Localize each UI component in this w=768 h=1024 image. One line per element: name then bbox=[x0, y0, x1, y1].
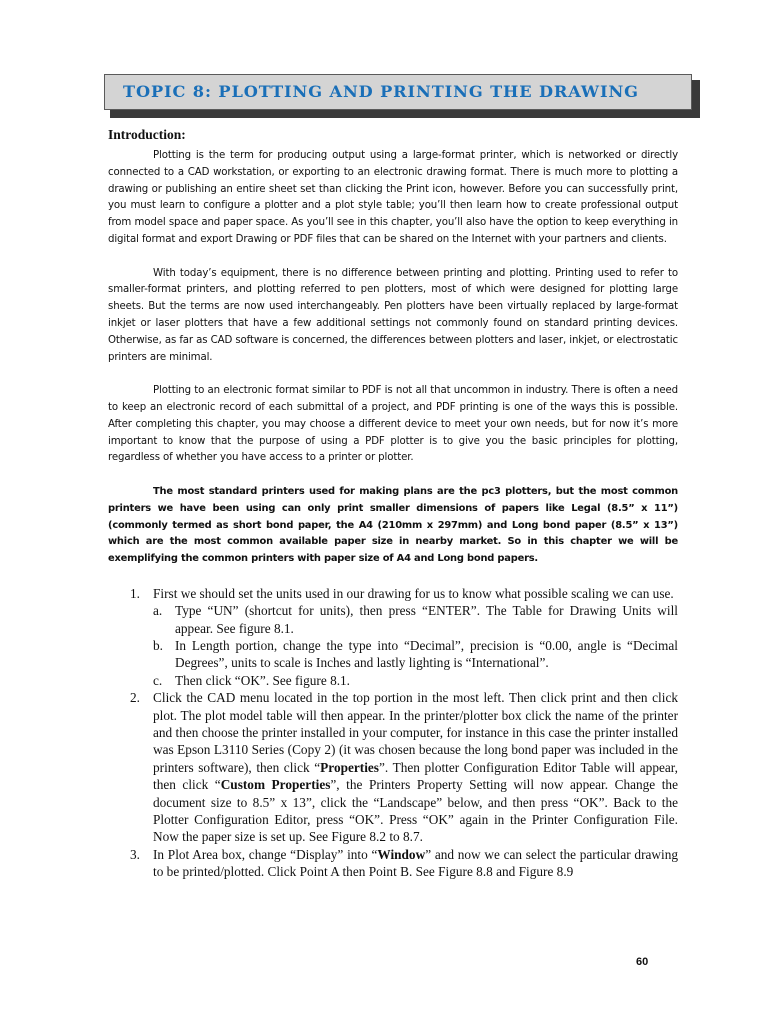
step-text-segment: ”. Then plotter Configuration Editor Table will appear, then click “ bbox=[153, 759, 678, 793]
step-text bbox=[153, 847, 678, 879]
substep-letter: b. bbox=[153, 637, 163, 653]
step-text-segment: In Plot Area box, change “Display” into “ bbox=[153, 846, 378, 862]
step-text-bold: Custom Properties bbox=[220, 777, 331, 793]
step-text-segment: Click the CAD menu located in the top portion in the most left. Then click print and then click plot. The plot model table will then appear. In the printer/plotter box click the name of the printer and then choose the printer installed in your computer, for instance in this case the printer installed was Epson L3110 Series (Copy 2) (it was chosen because the long bond paper was included in the printers software), then click “ bbox=[153, 690, 678, 775]
step-item bbox=[108, 585, 678, 689]
step-text: First we should set the units used in our drawing for us to know what possible scaling we can use. bbox=[153, 585, 674, 601]
paragraph-pdf-plotting: Plotting to an electronic format similar to PDF is not all that uncommon in industry. There is often a need to keep an electronic record of each submittal of a project, and PDF printing is one of the ways this is possible. After completing this chapter, you may choose a different device to meet your own needs, but for now it’s more important to know that the purpose of using a PDF plotter is to give you the basic principles for plotting, regardless of whether you have access to a printer or plotter. bbox=[108, 385, 678, 464]
substep-text: In Length portion, change the type into “Decimal”, precision is “0.00, angle is “Decimal Degrees”, units to scale is Inches and lastly lighting is “International”. bbox=[175, 637, 678, 671]
main-content bbox=[108, 127, 678, 881]
substeps-list bbox=[153, 602, 678, 689]
paragraph-printing-vs-plotting: With today’s equipment, there is no difference between printing and plotting. Printing used to refer to smaller-format printers, and plotting referred to pen plotters, most of which were designed for plotting large sheets. But the terms are now used interchangeably. Pen plotters have been virtually replaced by large-format inkjet or laser plotters that have a few additional settings not commonly found on standard printing devices. Otherwise, as far as CAD software is concerned, the differences between plotters and laser, inkjet, or electrostatic printers are minimal. bbox=[108, 267, 678, 363]
substep-item bbox=[153, 672, 678, 689]
step-text-bold: Properties bbox=[320, 759, 379, 775]
page-number: 60 bbox=[636, 956, 649, 968]
substep-item bbox=[153, 637, 678, 672]
paragraph-plotting-definition: Plotting is the term for producing output using a large-format printer, which is networked or directly connected to a CAD workstation, or exporting to an electronic drawing format. There is much more to plotting a drawing or publishing an entire sheet set than clicking the Print icon, however. Before you can successfully print, you must learn to configure a plotter and a plot style table; you’ll then learn how to create professional output from model space and paper space. As you’ll see in this chapter, you’ll also have the option to keep everything in digital format and export Drawing or PDF files that can be shared on the Internet with your partners and clients. bbox=[108, 150, 678, 245]
step-item bbox=[108, 846, 678, 881]
step-text-segment: ” and now we can select the particular drawing to be printed/plotted. Click Point A then Point B. See Figure 8.8 and Figure 8.9 bbox=[153, 846, 678, 880]
banner-box bbox=[104, 74, 692, 110]
step-number: 1. bbox=[130, 585, 140, 601]
substep-text: Type “UN” (shortcut for units), then press “ENTER”. The Table for Drawing Units will appear. See figure 8.1. bbox=[175, 603, 678, 636]
paragraph-standard-printers: The most standard printers used for making plans are the pc3 plotters, but the most common printers we have been using can only print smaller dimensions of papers like Legal (8.5” x 11”) (commonly termed as short bond paper, the A4 (210mm x 297mm) and Long bond paper (8.5” x 13”) which are the most common available paper size in nearby market. So in this chapter we will be exemplifying the common printers with paper size of A4 and Long bond papers. bbox=[108, 485, 678, 565]
substep-letter: c. bbox=[153, 672, 163, 688]
step-number: 2. bbox=[130, 690, 140, 706]
substep-text: Then click “OK”. See figure 8.1. bbox=[175, 672, 351, 688]
intro-heading: Introduction: bbox=[108, 127, 186, 142]
page-title: TOPIC 8: PLOTTING AND PRINTING THE DRAWING bbox=[123, 82, 639, 101]
title-banner bbox=[104, 74, 700, 120]
steps-list bbox=[108, 585, 678, 881]
substep-item bbox=[153, 602, 678, 637]
step-text-bold: Window bbox=[377, 846, 426, 862]
step-number: 3. bbox=[130, 846, 140, 862]
step-text-segment: ”, the Printers Property Setting will now appear. Change the document size to 8.5” x 13”, click the “Landscape” below, and then press “OK”. Back to the Plotter Configuration Editor, press “OK”. Press “OK” again in the Printer Configuration File. Now the paper size is set up. See Figure 8.2 to 8.7. bbox=[153, 777, 678, 845]
substep-letter: a. bbox=[153, 603, 163, 619]
step-text bbox=[153, 690, 678, 844]
step-item bbox=[108, 689, 678, 846]
